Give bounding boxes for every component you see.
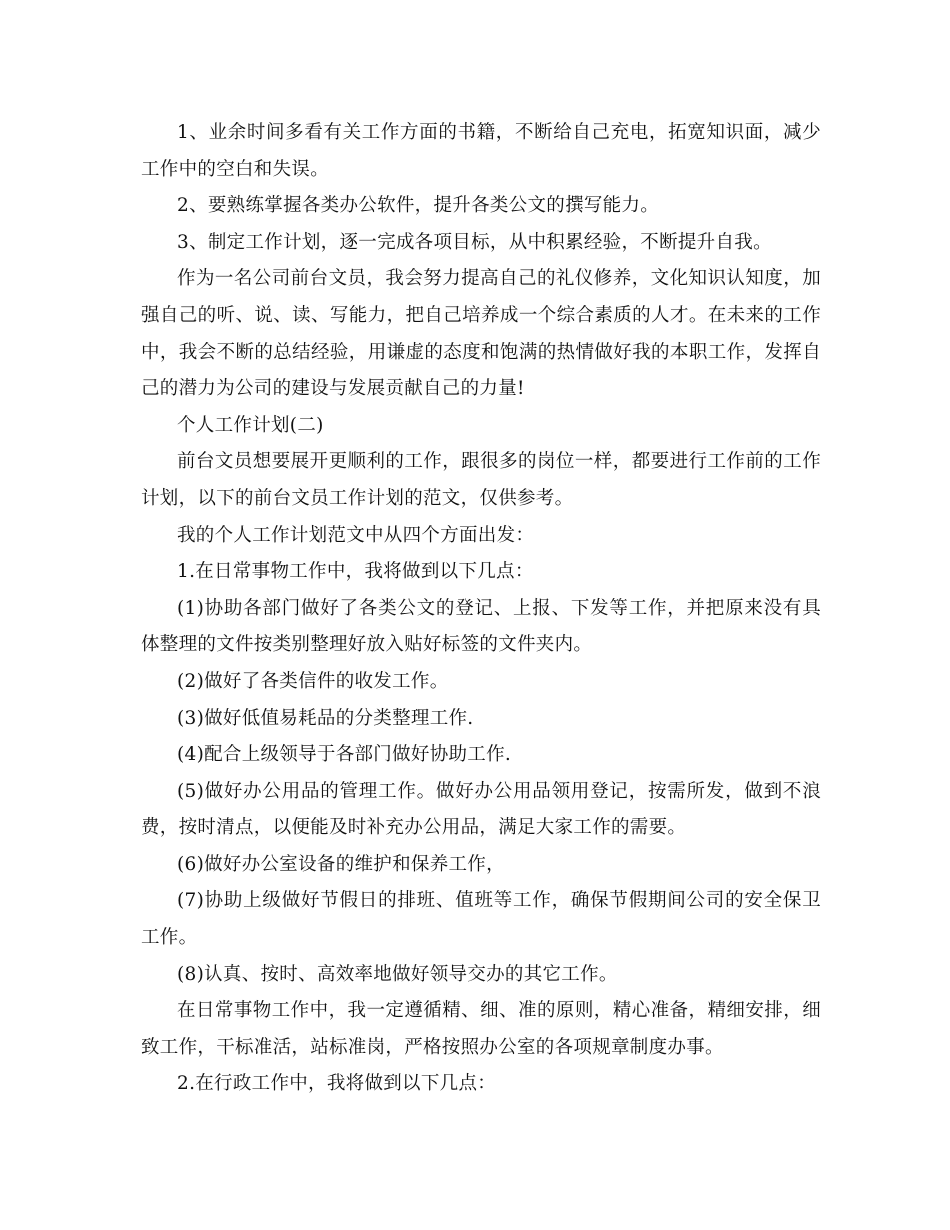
list-item-8: (8)认真、按时、高效率地做好领导交办的其它工作。 bbox=[177, 963, 618, 985]
list-item-5: (5)做好办公用品的管理工作。做好办公用品领用登记，按需所发，做到不浪费，按时清点，以便能及时补充办公用品，满足大家工作的需要。 bbox=[141, 780, 821, 839]
paragraph-3: 3、制定工作计划，逐一完成各项目标，从中积累经验，不断提升自我。 bbox=[177, 231, 772, 253]
list-item-4: (4)配合上级领导于各部门做好协助工作. bbox=[177, 744, 512, 766]
paragraph-4: 作为一名公司前台文员，我会努力提高自己的礼仪修养，文化知识认知度，加强自己的听、说、读、写能力，把自己培养成一个综合素质的人才。在未来的工作中，我会不断的总结经验，用谦虚的态度和饱满的热情做好我的本职工作，发挥自己的潜力为公司的建设与发展贡献自己的力量! bbox=[141, 268, 821, 400]
list-item-2: (2)做好了各类信件的收发工作。 bbox=[177, 670, 449, 692]
document-body bbox=[141, 115, 821, 1103]
paragraph-17: 在日常事物工作中，我一定遵循精、细、准的原则，精心准备，精细安排，细致工作，干标准活，站标准岗，严格按照办公室的各项规章制度办事。 bbox=[141, 1000, 821, 1058]
list-item-7: (7)协助上级做好节假日的排班、值班等工作，确保节假期间公司的安全保卫工作。 bbox=[141, 890, 821, 949]
list-heading-1: 1.在日常事物工作中，我将做到以下几点： bbox=[177, 561, 534, 583]
paragraph-1: 1、业余时间多看有关工作方面的书籍，不断给自己充电，拓宽知识面，减少工作中的空白和失误。 bbox=[141, 122, 821, 180]
list-item-1: (1)协助各部门做好了各类公文的登记、上报、下发等工作，并把原来没有具体整理的文件按类别整理好放入贴好标签的文件夹内。 bbox=[141, 597, 821, 656]
list-item-3: (3)做好低值易耗品的分类整理工作. bbox=[177, 707, 474, 729]
paragraph-6: 前台文员想要展开更顺利的工作，跟很多的岗位一样，都要进行工作前的工作计划，以下的前台文员工作计划的范文，仅供参考。 bbox=[141, 451, 821, 509]
list-heading-2: 2.在行政工作中，我将做到以下几点： bbox=[177, 1073, 497, 1095]
paragraph-7: 我的个人工作计划范文中从四个方面出发： bbox=[177, 524, 535, 546]
paragraph-2: 2、要熟练掌握各类办公软件，提升各类公文的撰写能力。 bbox=[177, 195, 660, 217]
section-heading: 个人工作计划(二) bbox=[177, 414, 324, 436]
list-item-6: (6)做好办公室设备的维护和保养工作， bbox=[177, 853, 505, 875]
